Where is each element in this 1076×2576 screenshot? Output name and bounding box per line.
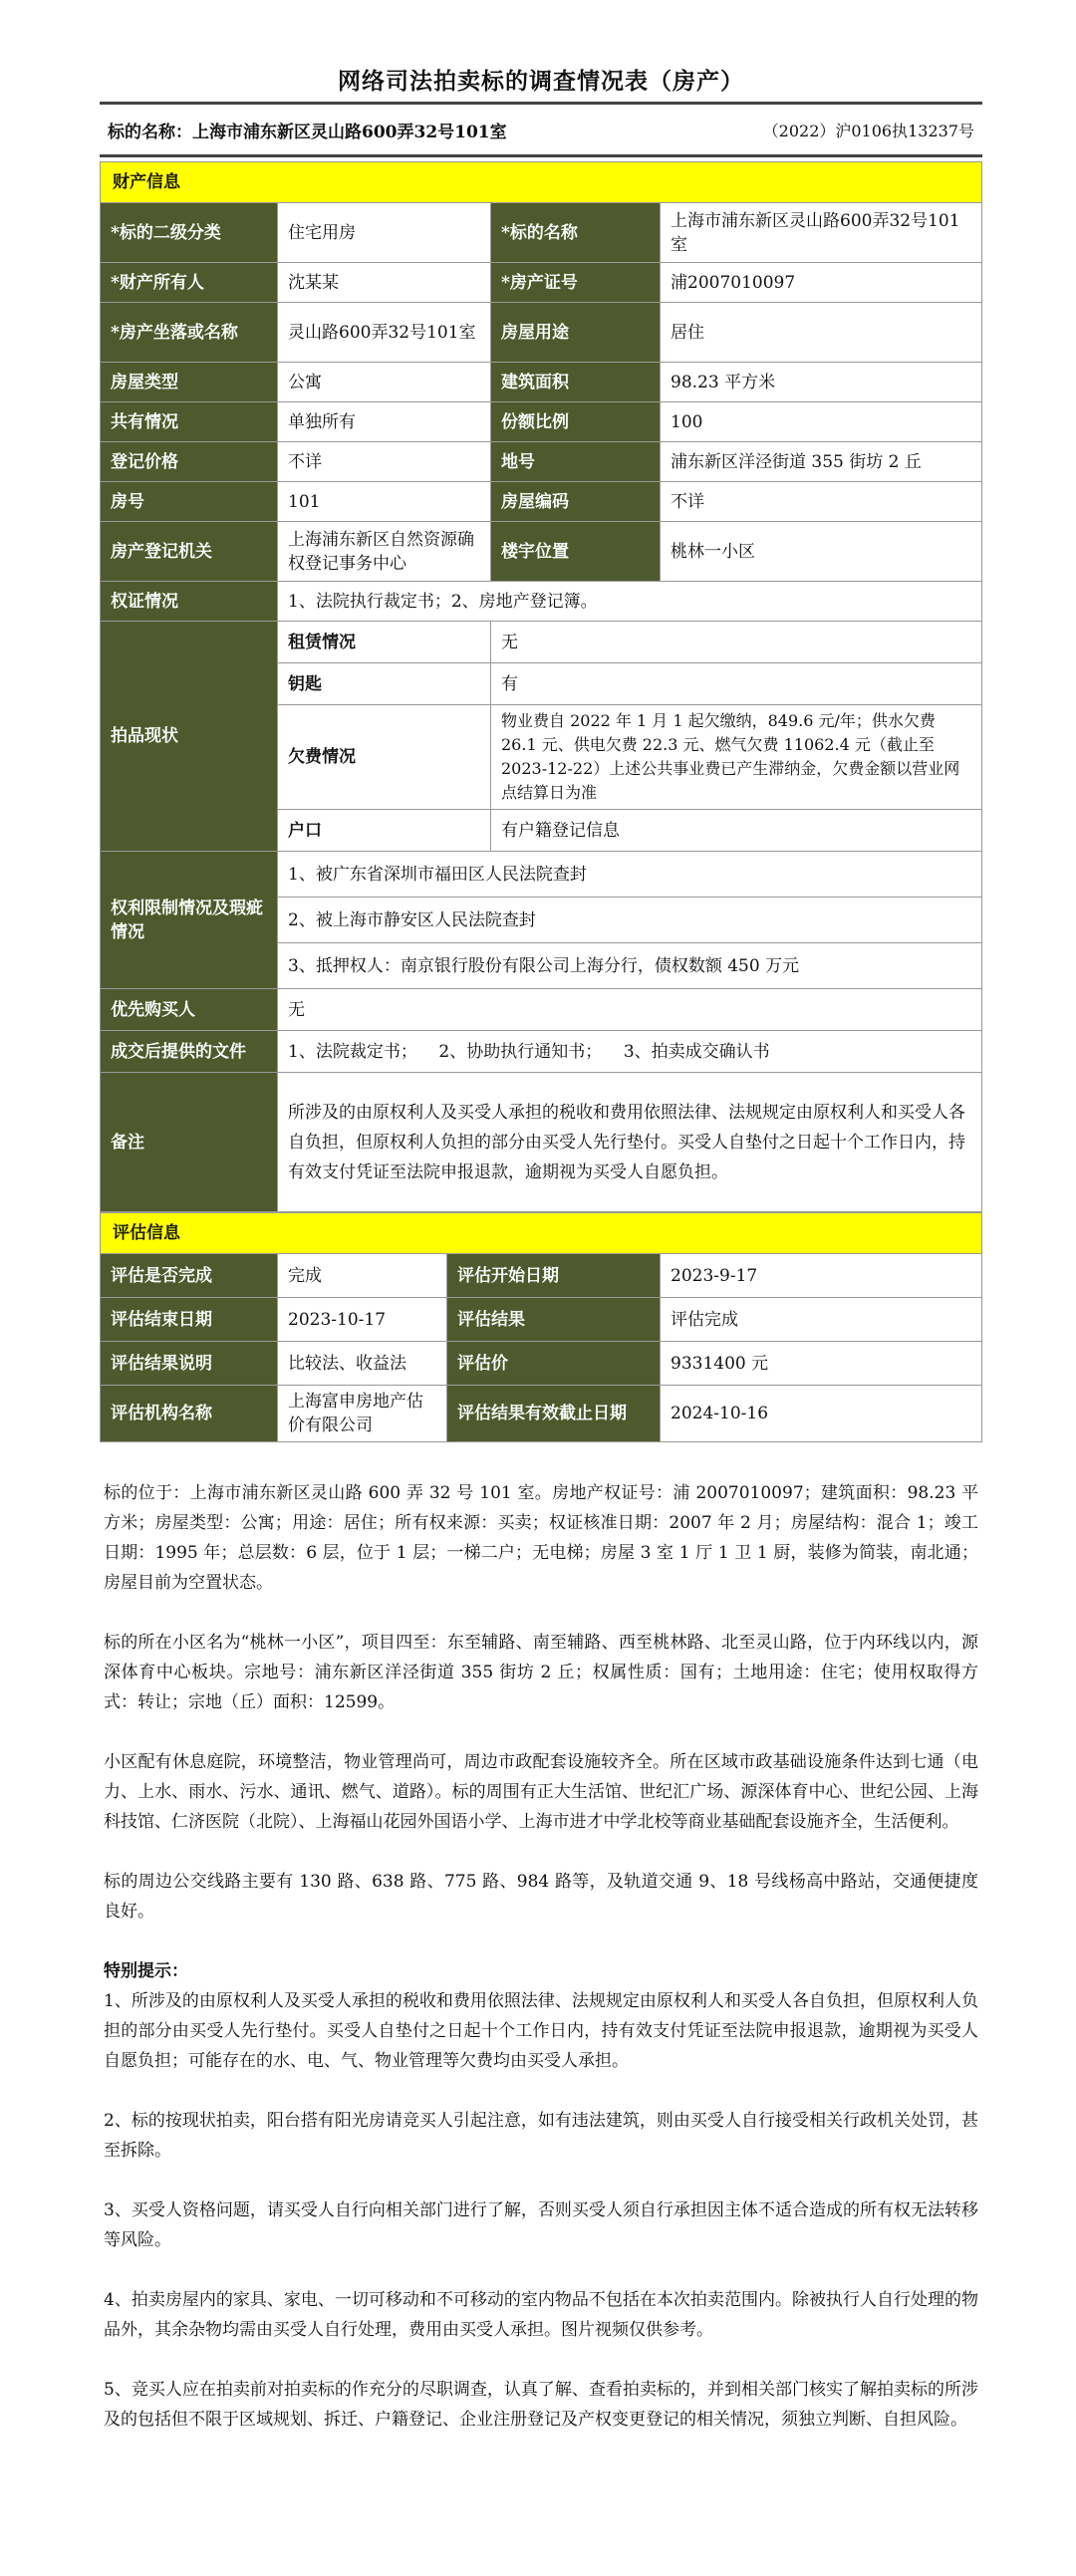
paragraph: 标的所在小区名为“桃林一小区”，项目四至：东至辅路、南至辅路、西至桃林路、北至灵山路，位于内环线以内，源深体育中心板块。宗地号：浦东新区洋泾街道 355 街坊 2 丘；权属性质：国有；土地用途：住宅；使用权取得方式：转让；宗地（丘）面积：12599。 — [104, 1633, 978, 1712]
tip-item: 2、标的按现状拍卖，阳台搭有阳光房请竞买人引起注意，如有违法建筑，则由买受人自行接受相关行政机关处罚，甚至拆除。 — [104, 2111, 978, 2161]
status-key-label: 钥匙 — [278, 663, 491, 705]
table-row — [101, 203, 982, 263]
row-value: 评估完成 — [661, 1298, 982, 1342]
row-value: 灵山路600弄32号101室 — [278, 303, 491, 363]
restriction-item: 1、被广东省深圳市福田区人民法院查封 — [278, 852, 982, 898]
row-label: 房屋用途 — [491, 303, 661, 363]
status-key-value: 有 — [491, 663, 982, 705]
tip-item: 3、买受人资格问题，请买受人自行向相关部门进行了解，否则买受人须自行承担因主体不适合造成的所有权无法转移等风险。 — [104, 2200, 978, 2250]
row-value: 上海富申房地产估价有限公司 — [278, 1386, 447, 1442]
row-label: 评估价 — [447, 1342, 661, 1386]
row-label: 登记价格 — [101, 442, 278, 482]
row-value: 住宅用房 — [278, 203, 491, 263]
row-label: 房屋编码 — [491, 482, 661, 522]
row-label: 评估结果有效截止日期 — [447, 1386, 661, 1442]
row-value: 2023-9-17 — [661, 1254, 982, 1298]
table-row — [101, 263, 982, 303]
remarks-row — [101, 1073, 982, 1212]
property-table — [100, 202, 982, 1212]
table-row — [101, 1342, 982, 1386]
row-label: 共有情况 — [101, 402, 278, 442]
docs-value: 1、法院裁定书； 2、协助执行通知书； 3、拍卖成交确认书 — [278, 1031, 982, 1073]
description-notes — [100, 1478, 982, 2435]
priority-row — [101, 989, 982, 1031]
restriction-row — [101, 852, 982, 898]
table-row — [101, 482, 982, 522]
restriction-item: 3、抵押权人：南京银行股份有限公司上海分行，债权数额 450 万元 — [278, 943, 982, 989]
remarks-label: 备注 — [101, 1073, 278, 1212]
status-lease-value: 无 — [491, 622, 982, 663]
table-row — [101, 442, 982, 482]
row-label: 建筑面积 — [491, 363, 661, 402]
row-value: 2023-10-17 — [278, 1298, 447, 1342]
rights-row — [101, 582, 982, 622]
docs-row — [101, 1031, 982, 1073]
paragraph: 小区配有休息庭院，环境整洁，物业管理尚可，周边市政配套设施较齐全。所在区域市政基础设施条件达到七通（电力、上水、雨水、污水、通讯、燃气、道路）。标的周围有正大生活馆、世纪汇广场、源深体育中心、世纪公园、上海科技馆、仁济医院（北院）、上海福山花园外国语小学、上海市进才中学北校等商业基础配套设施齐全，生活便利。 — [104, 1752, 978, 1832]
docs-label: 成交后提供的文件 — [101, 1031, 278, 1073]
eval-table — [100, 1253, 982, 1442]
row-label: 地号 — [491, 442, 661, 482]
eval-section-header: 评估信息 — [100, 1212, 982, 1253]
row-label: 评估机构名称 — [101, 1386, 278, 1442]
status-hukou-label: 户口 — [278, 810, 491, 852]
row-value: 不详 — [278, 442, 491, 482]
row-value: 9331400 元 — [661, 1342, 982, 1386]
rights-value: 1、法院执行裁定书；2、房地产登记簿。 — [278, 582, 982, 622]
row-label: 评估结果 — [447, 1298, 661, 1342]
row-value: 2024-10-16 — [661, 1386, 982, 1442]
tip-item: 1、所涉及的由原权利人及买受人承担的税收和费用依照法律、法规规定由原权利人和买受人各自负担，但原权利人负担的部分由买受人先行垫付。买受人自垫付之日起十个工作日内，持有效支付凭证至法院申报退款，逾期视为买受人自愿负担；可能存在的水、电、气、物业管理等欠费均由买受人承担。 — [104, 1991, 978, 2071]
subject-line — [100, 105, 982, 154]
table-row — [101, 402, 982, 442]
document-page — [100, 0, 982, 2435]
restriction-item: 2、被上海市静安区人民法院查封 — [278, 898, 982, 943]
row-label: 房产登记机关 — [101, 522, 278, 582]
status-lease-label: 租赁情况 — [278, 622, 491, 663]
row-label: *标的名称 — [491, 203, 661, 263]
row-value: 比较法、收益法 — [278, 1342, 447, 1386]
row-label: *标的二级分类 — [101, 203, 278, 263]
tips-heading: 特别提示： — [104, 1961, 188, 1981]
table-row — [101, 1298, 982, 1342]
tip-item: 5、竞买人应在拍卖前对拍卖标的作充分的尽职调查，认真了解、查看拍卖标的，并到相关部门核实了解拍卖标的所涉及的包括但不限于区域规划、拆迁、户籍登记、企业注册登记及产权变更登记的相关情况，须独立判断、自担风险。 — [104, 2380, 978, 2430]
table-row — [101, 1254, 982, 1298]
tip-item: 4、拍卖房屋内的家具、家电、一切可移动和不可移动的室内物品不包括在本次拍卖范围内。除被执行人自行处理的物品外，其余杂物均需由买受人自行处理，费用由买受人承担。图片视频仅供参考。 — [104, 2290, 978, 2340]
row-label: *财产所有人 — [101, 263, 278, 303]
row-value: 居住 — [661, 303, 982, 363]
case-number: （2022）沪0106执13237号 — [762, 121, 974, 140]
table-row — [101, 303, 982, 363]
row-value: 浦2007010097 — [661, 263, 982, 303]
restrictions-label: 权利限制情况及瑕疵情况 — [101, 852, 278, 989]
row-value: 完成 — [278, 1254, 447, 1298]
row-value: 上海浦东新区自然资源确权登记事务中心 — [278, 522, 491, 582]
subject-name: 标的名称：上海市浦东新区灵山路600弄32号101室 — [108, 122, 507, 142]
priority-label: 优先购买人 — [101, 989, 278, 1031]
rights-label: 权证情况 — [101, 582, 278, 622]
paragraph: 标的位于：上海市浦东新区灵山路 600 弄 32 号 101 室。房地产权证号：浦 2007010097；建筑面积：98.23 平方米；房屋类型：公寓；用途：居住；所有权来源：买卖；权证核准日期：2007 年 2 月；房屋结构：混合 1；竣工日期：1995 年；总层数：6 层，位于 1 层；一梯二户；无电梯；房屋 3 室 1 厅 1 卫 1 厨，装修为简装，南北通；房屋目前为空置状态。 — [104, 1483, 978, 1593]
table-row — [101, 363, 982, 402]
row-label: *房产坐落或名称 — [101, 303, 278, 363]
table-row — [101, 1386, 982, 1442]
row-label: 评估开始日期 — [447, 1254, 661, 1298]
status-label: 拍品现状 — [101, 622, 278, 852]
row-value: 单独所有 — [278, 402, 491, 442]
row-label: 房屋类型 — [101, 363, 278, 402]
status-arrears-value: 物业费自 2022 年 1 月 1 起欠缴纳，849.6 元/年；供水欠费 26.1 元、供电欠费 22.3 元、燃气欠费 11062.4 元（截止至 2023-12-22）上述公共事业费已产生滞纳金，欠费金额以营业网点结算日为准 — [491, 705, 982, 810]
document-title: 网络司法拍卖标的调查情况表（房产） — [338, 68, 744, 95]
row-value: 98.23 平方米 — [661, 363, 982, 402]
row-value: 浦东新区洋泾街道 355 街坊 2 丘 — [661, 442, 982, 482]
status-hukou-value: 有户籍登记信息 — [491, 810, 982, 852]
row-value: 不详 — [661, 482, 982, 522]
row-value: 101 — [278, 482, 491, 522]
priority-value: 无 — [278, 989, 982, 1031]
row-label: 房号 — [101, 482, 278, 522]
property-section-header: 财产信息 — [100, 161, 982, 202]
row-label: 评估结果说明 — [101, 1342, 278, 1386]
row-value: 桃林一小区 — [661, 522, 982, 582]
subject-divider — [100, 154, 982, 157]
row-value: 上海市浦东新区灵山路600弄32号101室 — [661, 203, 982, 263]
row-label: 评估结束日期 — [101, 1298, 278, 1342]
status-arrears-label: 欠费情况 — [278, 705, 491, 810]
status-row — [101, 622, 982, 663]
paragraph: 标的周边公交线路主要有 130 路、638 路、775 路、984 路等，及轨道交通 9、18 号线杨高中路站，交通便捷度良好。 — [104, 1872, 978, 1922]
row-value: 沈某某 — [278, 263, 491, 303]
table-row — [101, 522, 982, 582]
row-label: 份额比例 — [491, 402, 661, 442]
row-label: 楼宇位置 — [491, 522, 661, 582]
row-label: *房产证号 — [491, 263, 661, 303]
row-value: 公寓 — [278, 363, 491, 402]
row-value: 100 — [661, 402, 982, 442]
remarks-value: 所涉及的由原权利人及买受人承担的税收和费用依照法律、法规规定由原权利人和买受人各自负担，但原权利人负担的部分由买受人先行垫付。买受人自垫付之日起十个工作日内，持有效支付凭证至法院申报退款，逾期视为买受人自愿负担。 — [278, 1073, 982, 1212]
row-label: 评估是否完成 — [101, 1254, 278, 1298]
